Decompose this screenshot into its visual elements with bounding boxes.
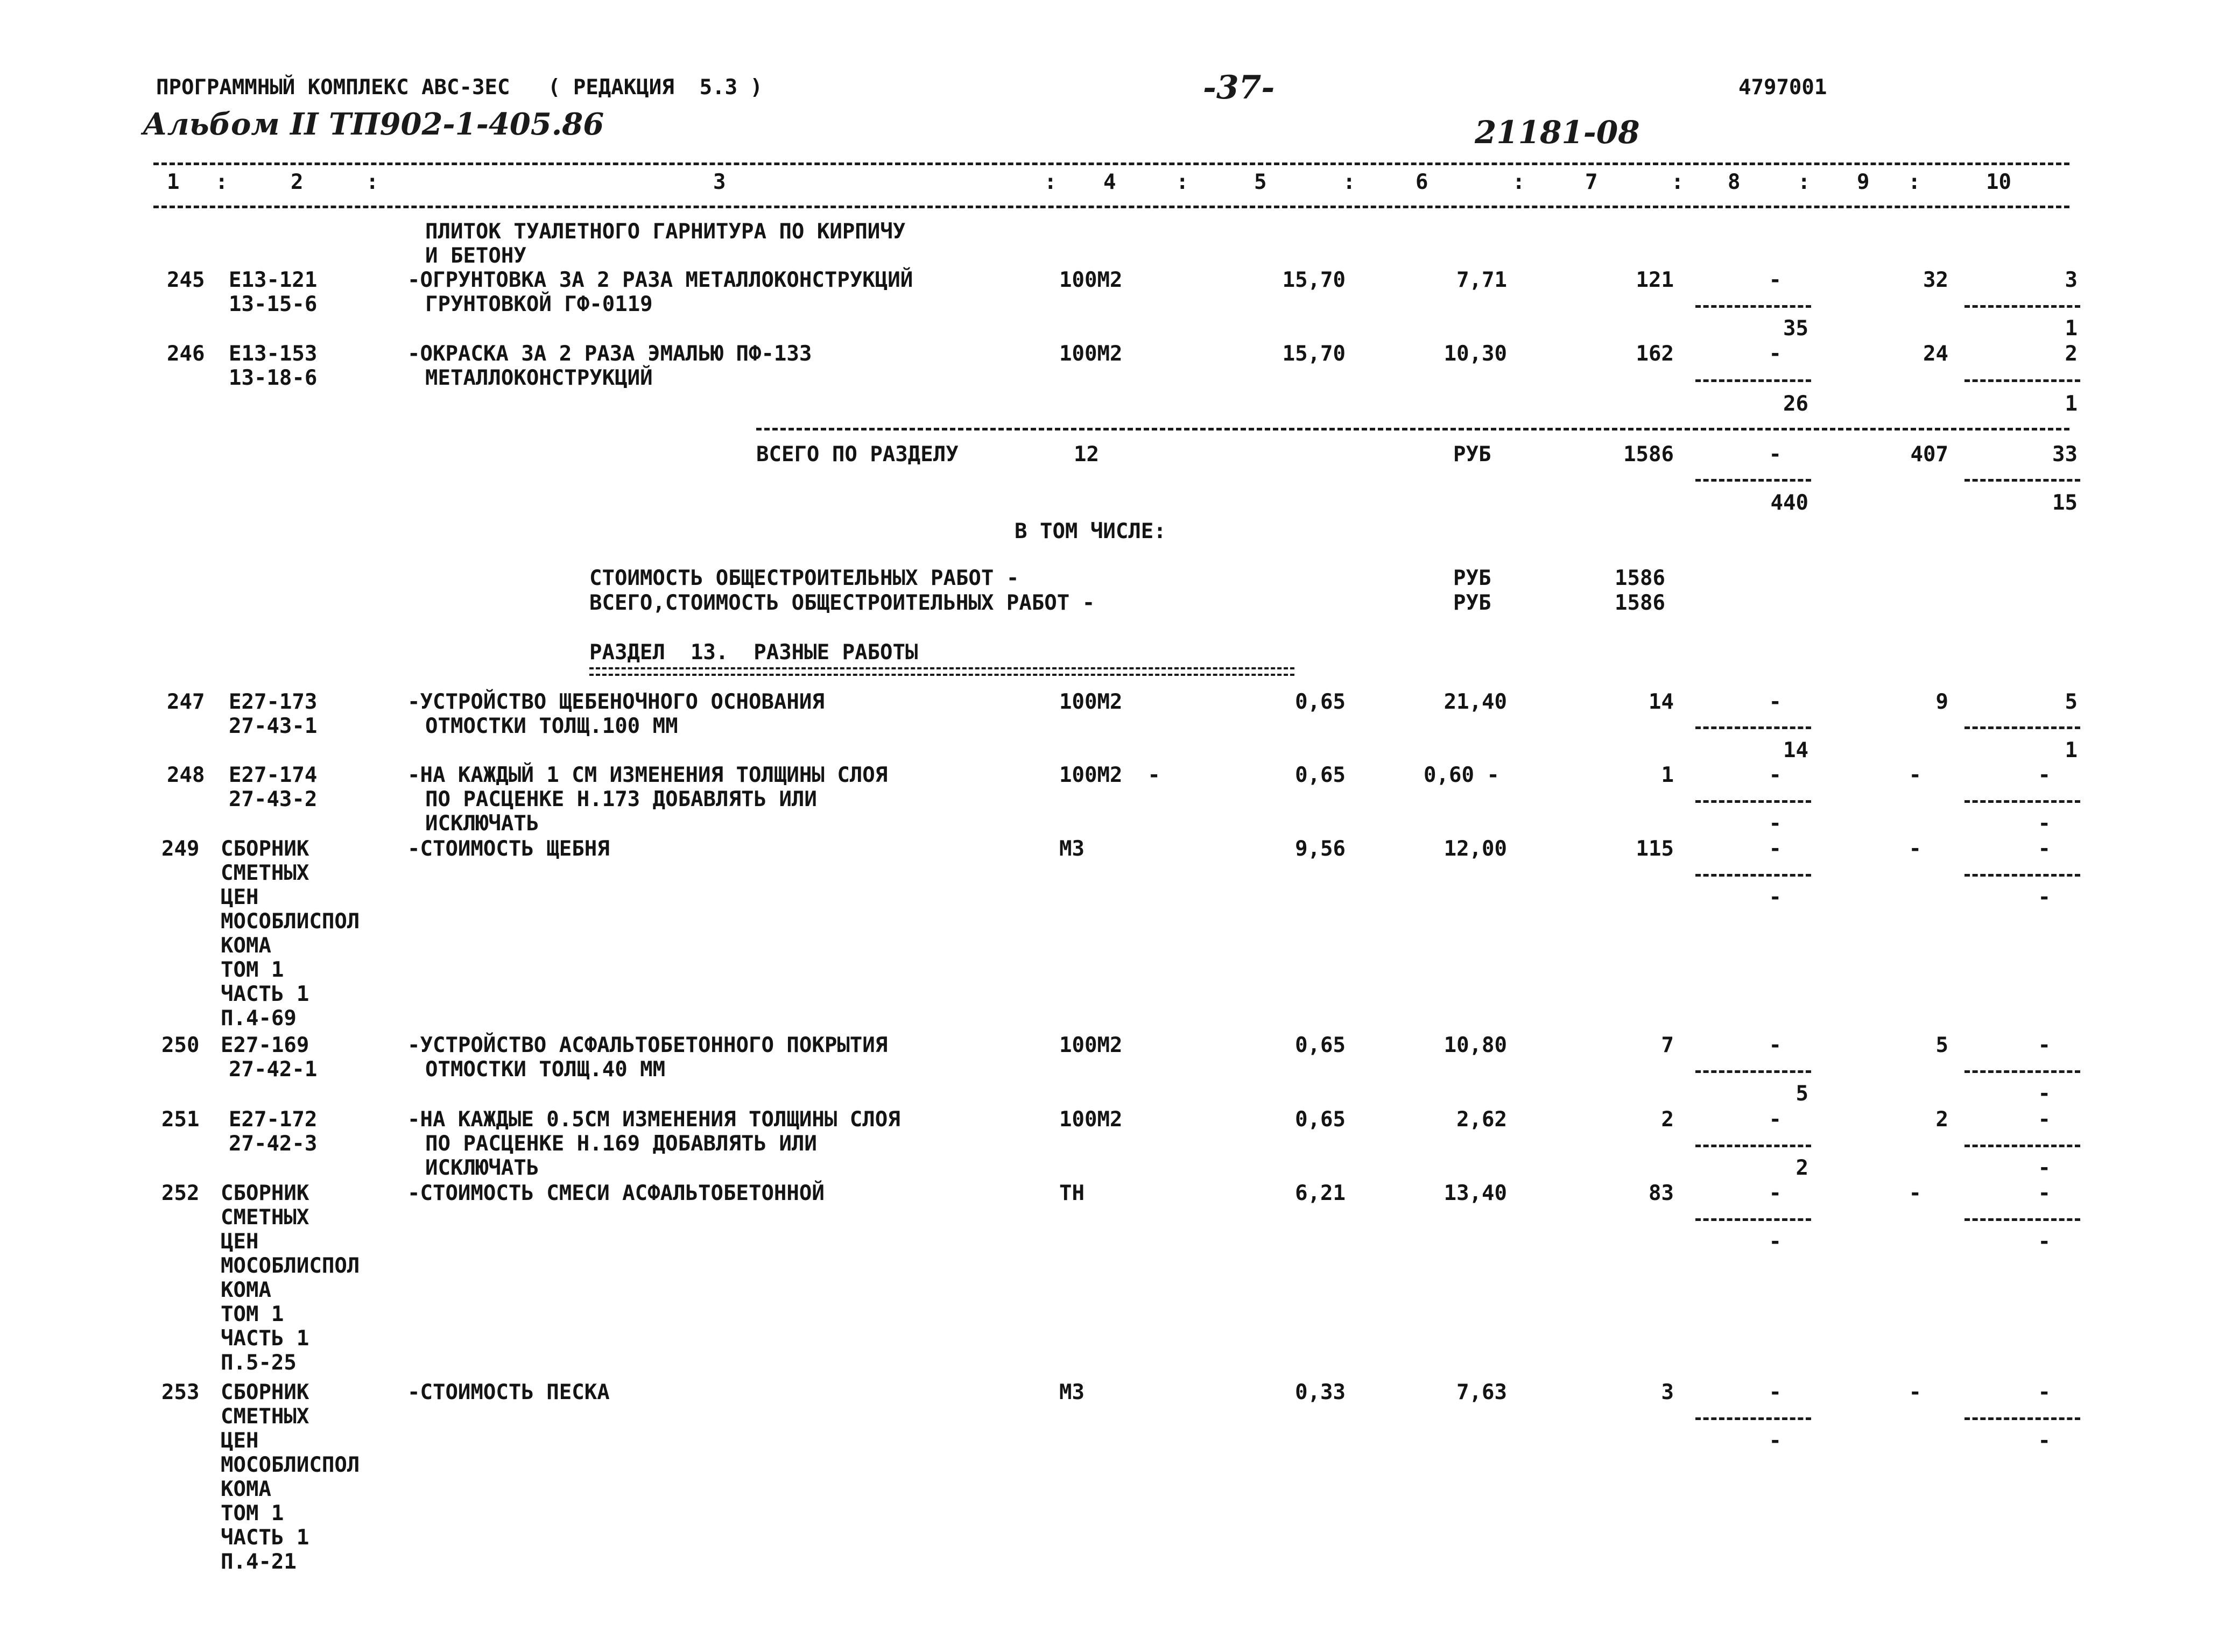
total-cost: 83	[1649, 1181, 1674, 1205]
rate-code: МОСОБЛИСПОЛ	[221, 1254, 360, 1278]
column-header: 9	[1857, 170, 1870, 194]
summary-label: ВСЕГО,СТОИМОСТЬ ОБЩЕСТРОИТЕЛЬНЫХ РАБОТ -	[589, 591, 1095, 615]
fraction-line	[1965, 479, 2080, 482]
col9: -	[1909, 837, 1921, 861]
rate-code: СБОРНИК	[221, 837, 309, 861]
total-cost: 7	[1661, 1033, 1674, 1057]
fraction-line	[1965, 1145, 2080, 1147]
row-number: 245	[167, 268, 205, 292]
item-description-line: -ОКРАСКА ЗА 2 РАЗА ЭМАЛЬЮ ПФ-133	[407, 342, 812, 366]
column-separator: :	[366, 170, 379, 194]
col8-bottom: -	[1769, 1429, 1782, 1453]
col8-bottom: -	[1769, 1230, 1782, 1254]
item-description-line: ОТМОСТКИ ТОЛЩ.40 ММ	[425, 1057, 666, 1082]
col8-top: -	[1769, 837, 1782, 861]
quantity: 15,70	[1282, 268, 1346, 292]
col10-bottom: -	[2038, 1082, 2051, 1106]
unit: 100М2 -	[1059, 763, 1160, 787]
fraction-line	[1965, 874, 2080, 877]
unit-price: 12,00	[1444, 837, 1507, 861]
column-header: 6	[1416, 170, 1428, 194]
rate-code: ЦЕН	[221, 1230, 259, 1254]
item-description-line: МЕТАЛЛОКОНСТРУКЦИЙ	[425, 366, 653, 390]
col10-top: -	[2038, 1380, 2051, 1404]
rate-code: Е27-174	[229, 763, 318, 787]
col10-top: 3	[2065, 268, 2078, 292]
unit-price: 0,60 -	[1424, 763, 1499, 787]
section-total-count: 12	[1074, 442, 1099, 467]
unit: М3	[1059, 1380, 1085, 1404]
row-number: 247	[167, 690, 205, 714]
fraction-line	[1695, 379, 1811, 382]
rate-code: ЧАСТЬ 1	[221, 982, 309, 1006]
quantity: 0,65	[1295, 690, 1346, 714]
quantity: 6,21	[1295, 1181, 1346, 1205]
rate-code: П.4-69	[221, 1006, 297, 1030]
item-description-line: -НА КАЖДЫЙ 1 СМ ИЗМЕНЕНИЯ ТОЛЩИНЫ СЛОЯ	[407, 763, 888, 787]
column-separator: :	[1176, 170, 1189, 194]
unit-price: 13,40	[1444, 1181, 1507, 1205]
program-header: ПРОГРАММНЫЙ КОМПЛЕКС АВС-3ЕС ( РЕДАКЦИЯ 5.3 )	[156, 75, 763, 100]
col10-bottom: -	[2038, 811, 2051, 836]
col10-bottom: -	[2038, 1156, 2051, 1180]
page-number: -37-	[1203, 69, 1275, 107]
col10-bottom: -	[2038, 885, 2051, 909]
col9: 9	[1935, 690, 1948, 714]
item-description-line: -ОГРУНТОВКА ЗА 2 РАЗА МЕТАЛЛОКОНСТРУКЦИЙ	[407, 268, 913, 292]
rate-code: МОСОБЛИСПОЛ	[221, 1453, 360, 1477]
rate-code: ТОМ 1	[221, 958, 284, 982]
col8-bottom: 2	[1796, 1156, 1808, 1180]
total-cost: 3	[1661, 1380, 1674, 1404]
unit-price: 10,80	[1444, 1033, 1507, 1057]
rate-code: 27-42-3	[229, 1132, 318, 1156]
unit-price: 2,62	[1456, 1107, 1507, 1132]
col8-bottom: 26	[1783, 392, 1808, 416]
currency: РУБ	[1453, 591, 1491, 615]
quantity: 9,56	[1295, 837, 1346, 861]
item-description-line: ОТМОСТКИ ТОЛЩ.100 ММ	[425, 714, 678, 738]
total-cost: 121	[1636, 268, 1674, 292]
col10-bottom: 1	[2065, 738, 2078, 763]
rate-code: ТОМ 1	[221, 1501, 284, 1526]
rate-code: Е27-172	[229, 1107, 318, 1132]
unit: ТН	[1059, 1181, 1085, 1205]
header-top-rule	[153, 163, 2069, 165]
column-separator: :	[215, 170, 228, 194]
fraction-line	[1965, 1218, 2080, 1221]
col8-top: -	[1769, 763, 1782, 787]
document-number: 4797001	[1738, 75, 1827, 100]
item-description-line: -СТОИМОСТЬ ЩЕБНЯ	[407, 837, 610, 861]
unit-price: 21,40	[1444, 690, 1507, 714]
col10-top: -	[2038, 1033, 2051, 1057]
col9: 2	[1935, 1107, 1948, 1132]
rate-code: 27-43-2	[229, 787, 318, 811]
row-number: 250	[161, 1033, 200, 1057]
row-number: 253	[161, 1380, 200, 1404]
col10-top: 2	[2065, 342, 2078, 366]
fraction-line	[1695, 305, 1811, 308]
col8-bottom: 14	[1783, 738, 1808, 763]
column-header: 10	[1986, 170, 2011, 194]
column-header: 8	[1728, 170, 1741, 194]
rate-code: ЧАСТЬ 1	[221, 1326, 309, 1351]
col10-bottom: -	[2038, 1429, 2051, 1453]
rate-code: Е27-173	[229, 690, 318, 714]
col9: 24	[1923, 342, 1948, 366]
col9: 407	[1910, 442, 1948, 467]
total-cost: 162	[1636, 342, 1674, 366]
col8-top: -	[1769, 442, 1782, 467]
total-cost: 1	[1661, 763, 1674, 787]
item-description-line: И БЕТОНУ	[425, 244, 526, 268]
row-number: 248	[167, 763, 205, 787]
rate-code: ЦЕН	[221, 1429, 259, 1453]
row-number: 249	[161, 837, 200, 861]
rate-code: КОМА	[221, 1278, 271, 1302]
col10-bottom: 1	[2065, 392, 2078, 416]
item-description-line: -НА КАЖДЫЕ 0.5СМ ИЗМЕНЕНИЯ ТОЛЩИНЫ СЛОЯ	[407, 1107, 900, 1132]
rate-code: СБОРНИК	[221, 1380, 309, 1404]
col9: -	[1909, 763, 1921, 787]
col8-top: -	[1769, 1033, 1782, 1057]
item-description-line: -УСТРОЙСТВО АСФАЛЬТОБЕТОННОГО ПОКРЫТИЯ	[407, 1033, 888, 1057]
rate-code: Е27-169	[221, 1033, 309, 1057]
section-total-label: ВСЕГО ПО РАЗДЕЛУ	[756, 442, 959, 467]
fraction-line	[1695, 726, 1811, 729]
rate-code: КОМА	[221, 1477, 271, 1501]
rate-code: СМЕТНЫХ	[221, 861, 309, 885]
rate-code: СБОРНИК	[221, 1181, 309, 1205]
col9: -	[1909, 1181, 1921, 1205]
col10-top: -	[2038, 1181, 2051, 1205]
column-header: 3	[713, 170, 726, 194]
fraction-line	[1695, 479, 1811, 482]
rate-code: 13-15-6	[229, 292, 318, 316]
col10-top: -	[2038, 1107, 2051, 1132]
summary-label: СТОИМОСТЬ ОБЩЕСТРОИТЕЛЬНЫХ РАБОТ -	[589, 566, 1019, 590]
rate-code: 13-18-6	[229, 366, 318, 390]
col8-top: -	[1769, 342, 1782, 366]
fraction-line	[1965, 1417, 2080, 1420]
rate-code: КОМА	[221, 934, 271, 958]
col10-bottom: 15	[2052, 491, 2078, 515]
col8-bottom: -	[1769, 811, 1782, 836]
fraction-line	[1695, 1070, 1811, 1073]
fraction-line	[1695, 1218, 1811, 1221]
item-description-line: -УСТРОЙСТВО ЩЕБЕНОЧНОГО ОСНОВАНИЯ	[407, 690, 825, 714]
rate-code: МОСОБЛИСПОЛ	[221, 909, 360, 934]
col8-bottom: 35	[1783, 316, 1808, 341]
row-number: 246	[167, 342, 205, 366]
col10-bottom: 1	[2065, 316, 2078, 341]
section-heading: РАЗДЕЛ 13. РАЗНЫЕ РАБОТЫ	[589, 640, 918, 665]
total-cost: 1586	[1615, 566, 1665, 590]
column-separator: :	[1044, 170, 1057, 194]
column-separator: :	[1671, 170, 1684, 194]
including-heading: В ТОМ ЧИСЛЕ:	[1015, 519, 1166, 543]
fraction-line	[1965, 726, 2080, 729]
column-separator: :	[1798, 170, 1811, 194]
section-total-rule	[756, 428, 2069, 430]
rate-code: ЧАСТЬ 1	[221, 1526, 309, 1550]
quantity: 0,65	[1295, 1033, 1346, 1057]
item-description-line: ПЛИТОК ТУАЛЕТНОГО ГАРНИТУРА ПО КИРПИЧУ	[425, 220, 906, 244]
column-header: 5	[1254, 170, 1267, 194]
col8-top: -	[1769, 1107, 1782, 1132]
unit: 100М2	[1059, 342, 1123, 366]
quantity: 0,33	[1295, 1380, 1346, 1404]
unit-price: 10,30	[1444, 342, 1507, 366]
fraction-line	[1965, 800, 2080, 803]
col10-bottom: -	[2038, 1230, 2051, 1254]
section-heading-underline	[589, 667, 1294, 676]
column-separator: :	[1343, 170, 1356, 194]
rate-code: 27-43-1	[229, 714, 318, 738]
col8-bottom: 440	[1770, 491, 1808, 515]
item-description-line: ИСКЛЮЧАТЬ	[425, 1156, 539, 1180]
fraction-line	[1965, 1070, 2080, 1073]
currency: РУБ	[1453, 442, 1491, 467]
rate-code: СМЕТНЫХ	[221, 1404, 309, 1429]
item-description-line: -СТОИМОСТЬ СМЕСИ АСФАЛЬТОБЕТОННОЙ	[407, 1181, 825, 1205]
fraction-line	[1965, 379, 2080, 382]
unit-price: 7,63	[1456, 1380, 1507, 1404]
quantity: 0,65	[1295, 1107, 1346, 1132]
unit: 100М2	[1059, 690, 1123, 714]
rate-code: П.5-25	[221, 1351, 297, 1375]
quantity: 0,65	[1295, 763, 1346, 787]
column-header: 4	[1103, 170, 1116, 194]
fraction-line	[1695, 800, 1811, 803]
col9: 32	[1923, 268, 1948, 292]
col9: -	[1909, 1380, 1921, 1404]
column-separator: :	[1512, 170, 1525, 194]
item-description-line: -СТОИМОСТЬ ПЕСКА	[407, 1380, 610, 1404]
item-description-line: ГРУНТОВКОЙ ГФ-0119	[425, 292, 653, 316]
col10-top: 5	[2065, 690, 2078, 714]
album-reference: Альбом II ТП902-1-405.86	[143, 107, 604, 142]
unit: 100М2	[1059, 1107, 1123, 1132]
row-number: 251	[161, 1107, 200, 1132]
total-cost: 14	[1649, 690, 1674, 714]
quantity: 15,70	[1282, 342, 1346, 366]
item-description-line: ПО РАСЦЕНКЕ Н.169 ДОБАВЛЯТЬ ИЛИ	[425, 1132, 817, 1156]
fraction-line	[1695, 874, 1811, 877]
column-header: 2	[291, 170, 304, 194]
column-header: 1	[167, 170, 180, 194]
unit: 100М2	[1059, 1033, 1123, 1057]
rate-code: ЦЕН	[221, 885, 259, 909]
rate-code: ТОМ 1	[221, 1302, 284, 1326]
col8-top: -	[1769, 690, 1782, 714]
col8-top: -	[1769, 268, 1782, 292]
col8-top: -	[1769, 1181, 1782, 1205]
rate-code: Е13-153	[229, 342, 318, 366]
rate-code: СМЕТНЫХ	[221, 1205, 309, 1230]
col9: 5	[1935, 1033, 1948, 1057]
col10-top: -	[2038, 763, 2051, 787]
total-cost: 1586	[1623, 442, 1674, 467]
currency: РУБ	[1453, 566, 1491, 590]
rate-code: Е13-121	[229, 268, 318, 292]
column-separator: :	[1908, 170, 1921, 194]
col8-bottom: -	[1769, 885, 1782, 909]
project-code: 21181-08	[1475, 114, 1640, 151]
unit: М3	[1059, 837, 1085, 861]
unit-price: 7,71	[1456, 268, 1507, 292]
unit: 100М2	[1059, 268, 1123, 292]
fraction-line	[1695, 1145, 1811, 1147]
total-cost: 2	[1661, 1107, 1674, 1132]
fraction-line	[1965, 305, 2080, 308]
total-cost: 1586	[1615, 591, 1665, 615]
row-number: 252	[161, 1181, 200, 1205]
total-cost: 115	[1636, 837, 1674, 861]
rate-code: П.4-21	[221, 1550, 297, 1574]
rate-code: 27-42-1	[229, 1057, 318, 1082]
col8-bottom: 5	[1796, 1082, 1808, 1106]
item-description-line: ИСКЛЮЧАТЬ	[425, 811, 539, 836]
col8-top: -	[1769, 1380, 1782, 1404]
col10-top: 33	[2052, 442, 2078, 467]
item-description-line: ПО РАСЦЕНКЕ Н.173 ДОБАВЛЯТЬ ИЛИ	[425, 787, 817, 811]
column-header: 7	[1585, 170, 1598, 194]
col10-top: -	[2038, 837, 2051, 861]
fraction-line	[1695, 1417, 1811, 1420]
header-bottom-rule	[153, 206, 2069, 208]
